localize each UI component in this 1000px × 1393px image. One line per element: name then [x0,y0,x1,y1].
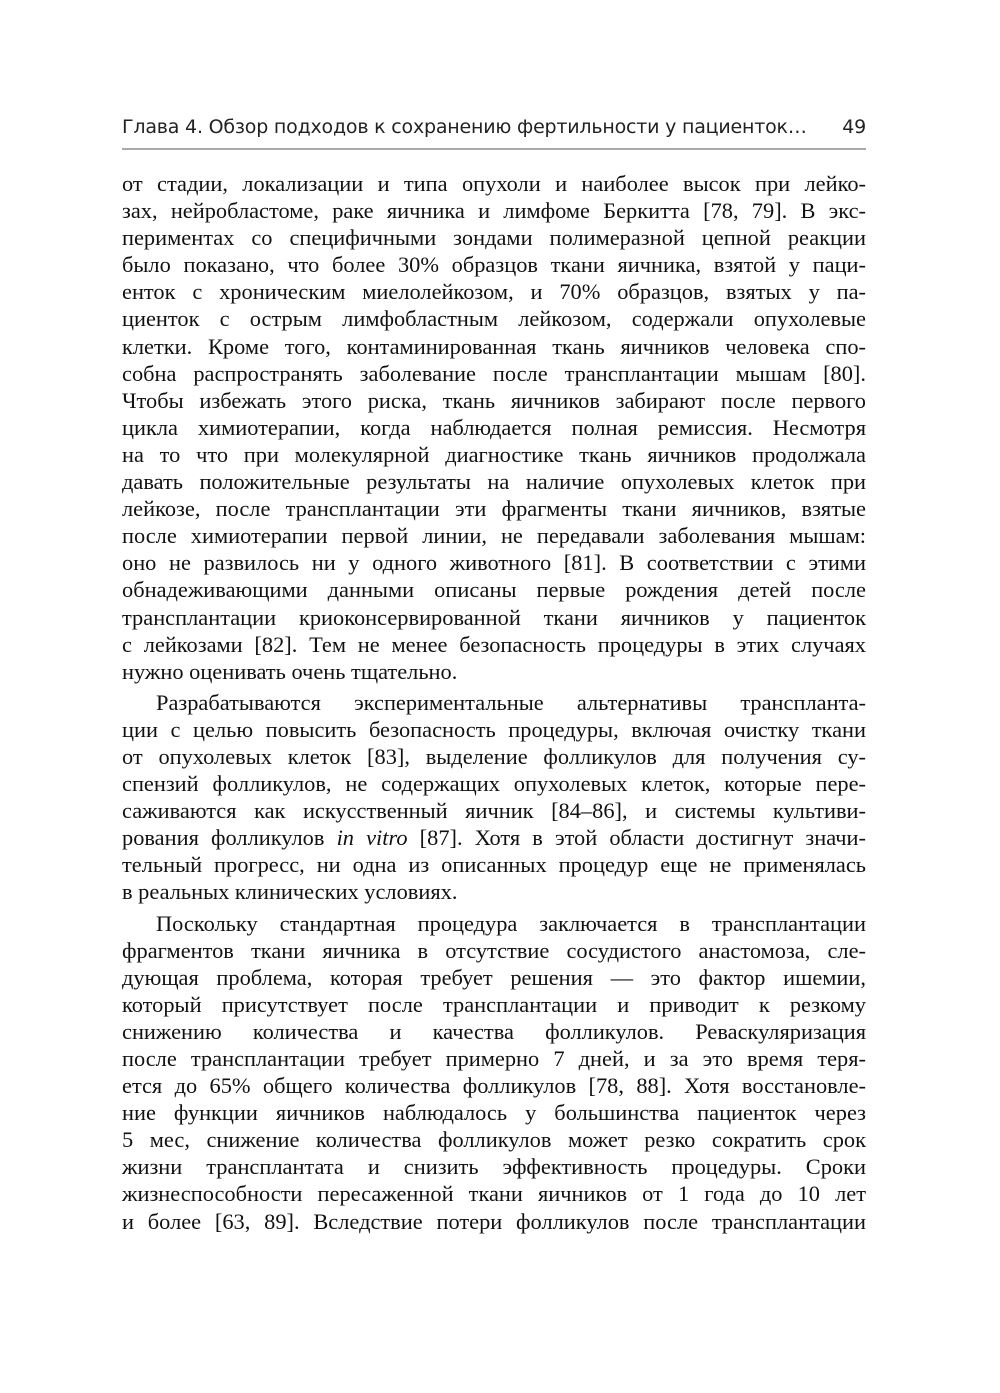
text-line: нужно оценивать очень тщательно. [122,658,458,684]
text-line: на то что при молекулярной диагностике ткань яичников продолжала [122,441,866,467]
text-line: зах, нейробластоме, раке яичника и лимфоме Беркитта [78, 79]. В экс- [122,198,866,224]
text-line: от опухолевых клеток [83], выделение фолликулов для получения су- [122,743,866,769]
text-line: Поскольку стандартная процедура заключается в трансплантации [156,910,866,936]
text-line: периментах со специфичными зондами полимеразной цепной реакции [122,225,866,251]
text-line: жизни трансплантата и снизить эффективность процедуры. Сроки [122,1154,866,1180]
text-line: цикла химиотерапии, когда наблюдается полная ремиссия. Несмотря [122,414,866,440]
text-line: обнадеживающими данными описаны первые рождения детей после [122,577,866,603]
paragraph-1 [122,170,866,685]
text-line: жизнеспособности пересаженной ткани яичников от 1 года до 10 лет [122,1181,866,1207]
page-number: 49 [842,116,866,138]
paragraph-2 [122,689,866,906]
text-line: после химиотерапии первой линии, не передавали заболевания мышам: [122,523,866,549]
text-line: ется до 65% общего количества фолликулов [78, 88]. Хотя восстановле- [122,1073,866,1099]
text-line: спензий фолликулов, не содержащих опухолевых клеток, которые пере- [122,771,866,797]
text-line: в реальных клинических условиях. [122,879,458,905]
text-line: ние функции яичников наблюдалось у большинства пациенток через [122,1100,866,1126]
text-line: енток с хроническим миелолейкозом, и 70% образцов, взятых у па- [122,279,866,305]
text-line: саживаются как искусственный яичник [84–86], и системы культиви- [122,798,866,824]
text-line: фрагментов ткани яичника в отсутствие сосудистого анастомоза, сле- [122,937,866,963]
text-fragment: рования фолликулов [122,825,337,851]
text-line: было показано, что более 30% образцов ткани яичника, взятой у паци- [122,252,866,278]
text-line: оно не развилось ни у одного животного [81]. В соответствии с этими [122,550,866,576]
text-line: циенток с острым лимфобластным лейкозом, содержали опухолевые [122,306,866,332]
chapter-title: Глава 4. Обзор подходов к сохранению фертильности у пациенток… [122,116,807,138]
text-line: 5 мес, снижение количества фолликулов может резко сократить срок [122,1127,866,1153]
text-line-with-italic [122,824,866,851]
text-line: давать положительные результаты на наличие опухолевых клеток при [122,469,866,495]
italic-term: in vitro [336,825,408,851]
text-fragment: [87]. Хотя в этой области достигнут значи- [407,825,866,851]
text-line: с лейкозами [82]. Тем не менее безопасность процедуры в этих случаях [122,631,866,657]
text-line: трансплантации криоконсервированной ткани яичников у пациенток [122,604,866,630]
running-header [122,112,866,150]
text-line: который присутствует после трансплантации и приводит к резкому [122,991,866,1017]
text-line: тельный прогресс, ни одна из описанных процедур еще не применялась [122,852,866,878]
text-line: Разрабатываются экспериментальные альтернативы транспланта- [156,689,866,715]
text-line: дующая проблема, которая требует решения — это фактор ишемии, [122,964,866,990]
text-line: собна распространять заболевание после трансплантации мышам [80]. [122,360,866,386]
paragraph-3 [122,910,866,1235]
body-text [122,170,866,1235]
text-line: лейкозе, после трансплантации эти фрагменты ткани яичников, взятые [122,496,866,522]
text-line: клетки. Кроме того, контаминированная ткань яичников человека спо- [122,333,866,359]
text-line: снижению количества и качества фолликулов. Реваскуляризация [122,1018,866,1044]
text-line: после трансплантации требует примерно 7 дней, и за это время теря- [122,1046,866,1071]
text-line: и более [63, 89]. Вследствие потери фолликулов после трансплантации [122,1208,866,1234]
text-line: ции с целью повысить безопасность процедуры, включая очистку ткани [122,716,866,742]
text-line: Чтобы избежать этого риска, ткань яичников забирают после первого [122,387,866,413]
text-line: от стадии, локализации и типа опухоли и наиболее высок при лейко- [122,171,866,196]
